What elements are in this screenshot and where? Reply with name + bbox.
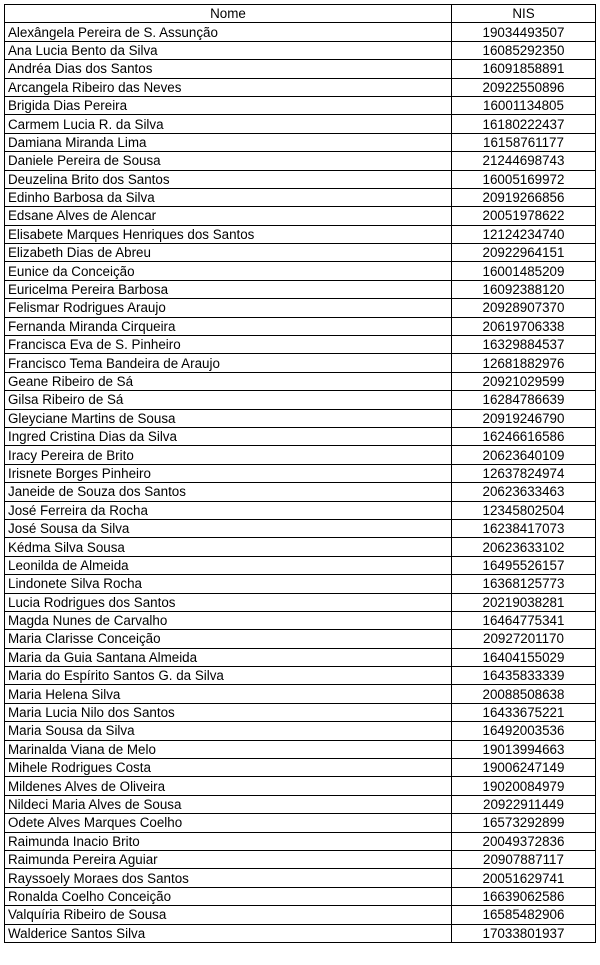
cell-name: Lucia Rodrigues dos Santos xyxy=(5,593,452,611)
cell-name: Ingred Cristina Dias da Silva xyxy=(5,427,452,445)
cell-name: Valquíria Ribeiro de Sousa xyxy=(5,906,452,924)
cell-nis: 16091858891 xyxy=(452,60,596,78)
cell-name: Odete Alves Marques Coelho xyxy=(5,814,452,832)
beneficiary-list-sheet xyxy=(4,4,595,943)
cell-name: Maria Lucia Nilo dos Santos xyxy=(5,703,452,721)
table-row xyxy=(5,317,596,335)
cell-name: Maria da Guia Santana Almeida xyxy=(5,648,452,666)
table-row xyxy=(5,299,596,317)
cell-name: Mihele Rodrigues Costa xyxy=(5,759,452,777)
cell-nis: 20051978622 xyxy=(452,207,596,225)
table-row xyxy=(5,611,596,629)
cell-nis: 16329884537 xyxy=(452,336,596,354)
cell-nis: 12681882976 xyxy=(452,354,596,372)
cell-nis: 20921029599 xyxy=(452,372,596,390)
table-row xyxy=(5,262,596,280)
cell-nis: 20088508638 xyxy=(452,685,596,703)
cell-name: Maria Clarisse Conceição xyxy=(5,630,452,648)
table-row xyxy=(5,575,596,593)
table-row xyxy=(5,538,596,556)
cell-nis: 16435833339 xyxy=(452,667,596,685)
table-row xyxy=(5,795,596,813)
table-row xyxy=(5,722,596,740)
table-row xyxy=(5,648,596,666)
table-row xyxy=(5,685,596,703)
cell-nis: 12124234740 xyxy=(452,225,596,243)
cell-name: Raimunda Pereira Aguiar xyxy=(5,850,452,868)
table-row xyxy=(5,207,596,225)
cell-nis: 16404155029 xyxy=(452,648,596,666)
table-row xyxy=(5,630,596,648)
cell-name: Damiana Miranda Lima xyxy=(5,133,452,151)
table-row xyxy=(5,924,596,942)
beneficiary-table xyxy=(4,4,596,943)
cell-name: José Ferreira da Rocha xyxy=(5,501,452,519)
cell-name: Euricelma Pereira Barbosa xyxy=(5,280,452,298)
cell-name: Carmem Lucia R. da Silva xyxy=(5,115,452,133)
cell-name: Ronalda Coelho Conceição xyxy=(5,887,452,905)
table-row xyxy=(5,170,596,188)
cell-nis: 20922550896 xyxy=(452,78,596,96)
cell-name: Kédma Silva Sousa xyxy=(5,538,452,556)
cell-nis: 16005169972 xyxy=(452,170,596,188)
table-row xyxy=(5,556,596,574)
cell-name: Gleyciane Martins de Sousa xyxy=(5,409,452,427)
cell-name: Deuzelina Brito dos Santos xyxy=(5,170,452,188)
table-row xyxy=(5,593,596,611)
cell-name: Ana Lucia Bento da Silva xyxy=(5,41,452,59)
cell-name: Lindonete Silva Rocha xyxy=(5,575,452,593)
cell-nis: 19006247149 xyxy=(452,759,596,777)
table-row xyxy=(5,41,596,59)
cell-nis: 20623633102 xyxy=(452,538,596,556)
table-row xyxy=(5,60,596,78)
cell-name: Elizabeth Dias de Abreu xyxy=(5,244,452,262)
cell-name: Janeide de Souza dos Santos xyxy=(5,483,452,501)
cell-nis: 16284786639 xyxy=(452,391,596,409)
cell-nis: 16180222437 xyxy=(452,115,596,133)
cell-nis: 20623640109 xyxy=(452,446,596,464)
cell-nis: 16238417073 xyxy=(452,519,596,537)
cell-name: Raimunda Inacio Brito xyxy=(5,832,452,850)
cell-nis: 19034493507 xyxy=(452,23,596,41)
cell-nis: 20907887117 xyxy=(452,850,596,868)
cell-name: Arcangela Ribeiro das Neves xyxy=(5,78,452,96)
cell-nis: 12345802504 xyxy=(452,501,596,519)
column-header-nis: NIS xyxy=(452,5,596,23)
table-row xyxy=(5,667,596,685)
table-header-row xyxy=(5,5,596,23)
table-row xyxy=(5,188,596,206)
table-row xyxy=(5,372,596,390)
cell-name: Alexângela Pereira de S. Assunção xyxy=(5,23,452,41)
table-row xyxy=(5,152,596,170)
table-row xyxy=(5,115,596,133)
table-row xyxy=(5,391,596,409)
cell-name: José Sousa da Silva xyxy=(5,519,452,537)
cell-nis: 16092388120 xyxy=(452,280,596,298)
cell-name: Leonilda de Almeida xyxy=(5,556,452,574)
cell-nis: 19013994663 xyxy=(452,740,596,758)
cell-name: Andréa Dias dos Santos xyxy=(5,60,452,78)
cell-name: Maria Sousa da Silva xyxy=(5,722,452,740)
cell-nis: 20219038281 xyxy=(452,593,596,611)
table-row xyxy=(5,409,596,427)
cell-nis: 20922911449 xyxy=(452,795,596,813)
cell-nis: 20928907370 xyxy=(452,299,596,317)
cell-nis: 21244698743 xyxy=(452,152,596,170)
cell-name: Fernanda Miranda Cirqueira xyxy=(5,317,452,335)
cell-nis: 16639062586 xyxy=(452,887,596,905)
cell-name: Edinho Barbosa da Silva xyxy=(5,188,452,206)
cell-name: Iracy Pereira de Brito xyxy=(5,446,452,464)
cell-name: Francisco Tema Bandeira de Araujo xyxy=(5,354,452,372)
table-row xyxy=(5,777,596,795)
table-row xyxy=(5,427,596,445)
table-row xyxy=(5,446,596,464)
cell-nis: 16495526157 xyxy=(452,556,596,574)
cell-name: Eunice da Conceição xyxy=(5,262,452,280)
table-row xyxy=(5,906,596,924)
table-row xyxy=(5,225,596,243)
cell-nis: 20919246790 xyxy=(452,409,596,427)
cell-nis: 16464775341 xyxy=(452,611,596,629)
table-row xyxy=(5,832,596,850)
cell-nis: 16158761177 xyxy=(452,133,596,151)
cell-nis: 16368125773 xyxy=(452,575,596,593)
cell-nis: 20051629741 xyxy=(452,869,596,887)
cell-name: Gilsa Ribeiro de Sá xyxy=(5,391,452,409)
table-row xyxy=(5,483,596,501)
table-body xyxy=(5,23,596,943)
cell-nis: 12637824974 xyxy=(452,464,596,482)
table-row xyxy=(5,850,596,868)
cell-nis: 17033801937 xyxy=(452,924,596,942)
table-row xyxy=(5,133,596,151)
column-header-name: Nome xyxy=(5,5,452,23)
cell-nis: 16585482906 xyxy=(452,906,596,924)
cell-name: Maria Helena Silva xyxy=(5,685,452,703)
table-row xyxy=(5,96,596,114)
cell-name: Rayssoely Moraes dos Santos xyxy=(5,869,452,887)
table-row xyxy=(5,759,596,777)
cell-name: Geane Ribeiro de Sá xyxy=(5,372,452,390)
cell-nis: 20049372836 xyxy=(452,832,596,850)
cell-name: Mildenes Alves de Oliveira xyxy=(5,777,452,795)
cell-name: Daniele Pereira de Sousa xyxy=(5,152,452,170)
table-row xyxy=(5,740,596,758)
cell-name: Irisnete Borges Pinheiro xyxy=(5,464,452,482)
cell-nis: 20623633463 xyxy=(452,483,596,501)
table-row xyxy=(5,23,596,41)
cell-name: Felismar Rodrigues Araujo xyxy=(5,299,452,317)
cell-nis: 16001485209 xyxy=(452,262,596,280)
table-row xyxy=(5,244,596,262)
table-row xyxy=(5,703,596,721)
cell-nis: 16492003536 xyxy=(452,722,596,740)
cell-nis: 16001134805 xyxy=(452,96,596,114)
cell-nis: 20922964151 xyxy=(452,244,596,262)
table-row xyxy=(5,519,596,537)
table-row xyxy=(5,78,596,96)
table-row xyxy=(5,336,596,354)
cell-nis: 16246616586 xyxy=(452,427,596,445)
cell-name: Edsane Alves de Alencar xyxy=(5,207,452,225)
cell-nis: 16085292350 xyxy=(452,41,596,59)
table-row xyxy=(5,869,596,887)
cell-name: Magda Nunes de Carvalho xyxy=(5,611,452,629)
cell-nis: 19020084979 xyxy=(452,777,596,795)
cell-nis: 16573292899 xyxy=(452,814,596,832)
cell-name: Brigida Dias Pereira xyxy=(5,96,452,114)
table-row xyxy=(5,280,596,298)
cell-name: Marinalda Viana de Melo xyxy=(5,740,452,758)
cell-name: Elisabete Marques Henriques dos Santos xyxy=(5,225,452,243)
cell-nis: 20619706338 xyxy=(452,317,596,335)
cell-nis: 20919266856 xyxy=(452,188,596,206)
table-row xyxy=(5,354,596,372)
table-row xyxy=(5,464,596,482)
cell-nis: 16433675221 xyxy=(452,703,596,721)
cell-name: Maria do Espírito Santos G. da Silva xyxy=(5,667,452,685)
cell-nis: 20927201170 xyxy=(452,630,596,648)
cell-name: Nildeci Maria Alves de Sousa xyxy=(5,795,452,813)
table-row xyxy=(5,501,596,519)
table-row xyxy=(5,814,596,832)
table-row xyxy=(5,887,596,905)
cell-name: Francisca Eva de S. Pinheiro xyxy=(5,336,452,354)
cell-name: Walderice Santos Silva xyxy=(5,924,452,942)
